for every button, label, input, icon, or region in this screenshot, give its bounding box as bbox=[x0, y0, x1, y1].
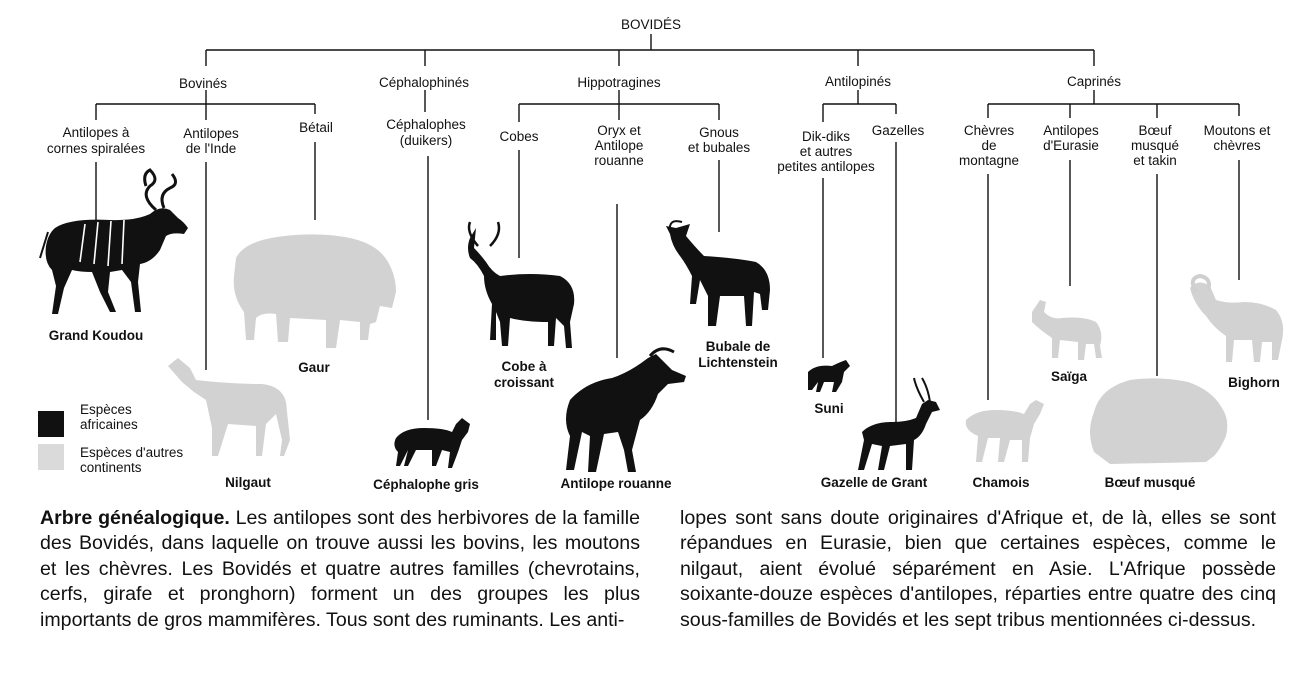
greater-kudu-silhouette bbox=[40, 170, 188, 314]
caption-right-text: lopes sont sans doute originaires d'Afrique et, de là, elles se sont répandues en Eurasie, bien que certaines espèces, comme le nilgaut, aient évolué séparément en Asie. L'Afrique possède soixante-douze espèces d'antilopes, réparties entre quatre des cinq sous-familles de Bovidés et les sept tribus mentionnées ci-dessus. bbox=[680, 507, 1276, 631]
tribe-oryx bbox=[594, 123, 644, 168]
species-cephalophe-gris: Céphalophe gris bbox=[373, 477, 479, 492]
species-chamois: Chamois bbox=[972, 475, 1030, 490]
caption-left-text: Les antilopes sont des herbivores de la famille des Bovidés, dans laquelle on trouve aussi les bovins, les moutons et les chèvres. Les Bovidés et quatre autres familles (chevrotains, cerfs, girafe et pronghorn) forment un des groupes les plus importants de gros mammifères. Tous sont des ruminants. Les anti- bbox=[40, 507, 640, 631]
tribe-gnus bbox=[688, 125, 751, 155]
chamois-silhouette bbox=[966, 400, 1044, 462]
svg-text:Cobe à: Cobe à bbox=[501, 359, 547, 374]
svg-text:petites antilopes: petites antilopes bbox=[777, 159, 875, 174]
svg-text:Bœuf: Bœuf bbox=[1138, 123, 1172, 138]
svg-text:Moutons et: Moutons et bbox=[1203, 123, 1271, 138]
nilgai-silhouette bbox=[168, 358, 290, 456]
species-gazelle-de-grant: Gazelle de Grant bbox=[820, 475, 928, 490]
tribe-cattle: Bétail bbox=[299, 120, 333, 135]
bighorn-silhouette bbox=[1190, 276, 1283, 362]
svg-text:Antilopes: Antilopes bbox=[183, 126, 239, 141]
tribe-sheep-goats bbox=[1204, 123, 1271, 153]
svg-text:d'Eurasie: d'Eurasie bbox=[1043, 138, 1099, 153]
legend-african-swatch bbox=[38, 411, 64, 437]
svg-text:Bubale de: Bubale de bbox=[705, 339, 771, 354]
subfamily-cephalophines: Céphalophinés bbox=[378, 75, 470, 90]
species-cobe bbox=[494, 359, 555, 390]
species-bubale bbox=[698, 339, 778, 370]
svg-text:et takin: et takin bbox=[1133, 153, 1177, 168]
roan-antelope-silhouette bbox=[566, 349, 686, 472]
caption-right-column bbox=[680, 506, 1276, 633]
hartebeest-silhouette bbox=[666, 221, 770, 326]
suni-silhouette bbox=[808, 360, 850, 392]
waterbuck-silhouette bbox=[468, 222, 574, 348]
legend bbox=[38, 402, 183, 475]
tribe-dik-diks bbox=[777, 129, 875, 174]
svg-text:Gnous: Gnous bbox=[699, 125, 739, 140]
species-grand-koudou: Grand Koudou bbox=[48, 328, 144, 343]
svg-text:de: de bbox=[981, 138, 997, 153]
svg-text:Antilopes à: Antilopes à bbox=[62, 125, 130, 140]
grey-duiker-silhouette bbox=[394, 418, 470, 468]
caption-left-column bbox=[40, 506, 640, 633]
species-gaur: Gaur bbox=[298, 360, 330, 375]
species-boeuf-musque: Bœuf musqué bbox=[1104, 475, 1196, 490]
svg-text:chèvres: chèvres bbox=[1213, 138, 1261, 153]
legend-other-swatch bbox=[38, 444, 64, 470]
grants-gazelle-silhouette bbox=[858, 378, 940, 470]
svg-text:musqué: musqué bbox=[1130, 138, 1180, 153]
subfamily-bovines: Bovinés bbox=[178, 76, 228, 91]
svg-text:Oryx et: Oryx et bbox=[597, 123, 641, 138]
tribe-spiral-horned bbox=[47, 125, 146, 156]
svg-text:Antilope: Antilope bbox=[594, 138, 644, 153]
species-nilgaut: Nilgaut bbox=[225, 475, 271, 490]
svg-text:(duikers): (duikers) bbox=[399, 133, 453, 148]
svg-text:Espèces: Espèces bbox=[80, 402, 132, 417]
svg-text:Lichtenstein: Lichtenstein bbox=[698, 355, 778, 370]
svg-text:et bubales: et bubales bbox=[687, 140, 751, 155]
svg-text:cornes spiralées: cornes spiralées bbox=[46, 141, 146, 156]
svg-text:Chèvres: Chèvres bbox=[963, 123, 1015, 138]
subfamily-caprines: Caprinés bbox=[1066, 74, 1122, 89]
species-antilope-rouanne: Antilope rouanne bbox=[560, 476, 672, 491]
svg-text:Espèces d'autres: Espèces d'autres bbox=[80, 445, 184, 460]
svg-text:rouanne: rouanne bbox=[594, 153, 644, 168]
subfamily-antilopines: Antilopinés bbox=[824, 74, 892, 89]
musk-ox-silhouette bbox=[1090, 378, 1227, 464]
subfamily-hippotragines: Hippotragines bbox=[577, 75, 661, 90]
tribe-eurasian-antelopes bbox=[1043, 123, 1099, 153]
svg-text:continents: continents bbox=[80, 460, 142, 475]
gaur-silhouette bbox=[234, 234, 396, 348]
species-bighorn: Bighorn bbox=[1228, 375, 1280, 390]
svg-text:et autres: et autres bbox=[799, 144, 853, 159]
tribe-gazelles: Gazelles bbox=[871, 123, 925, 138]
species-suni: Suni bbox=[814, 401, 844, 416]
caption-lead: Arbre généalogique. bbox=[40, 507, 230, 529]
svg-text:de l'Inde: de l'Inde bbox=[185, 141, 237, 156]
tribe-musk-ox bbox=[1131, 123, 1179, 168]
tribe-indian-antelopes bbox=[183, 126, 239, 156]
tribe-duikers bbox=[386, 117, 466, 148]
tribe-kobs: Cobes bbox=[499, 129, 539, 144]
svg-text:Céphalophes: Céphalophes bbox=[386, 117, 466, 132]
tribe-mountain-goats bbox=[959, 123, 1019, 168]
svg-text:africaines: africaines bbox=[80, 417, 138, 432]
svg-text:Dik-diks: Dik-diks bbox=[801, 129, 851, 144]
svg-text:croissant: croissant bbox=[493, 375, 555, 390]
root-label: BOVIDÉS bbox=[620, 17, 682, 32]
saiga-silhouette bbox=[1032, 300, 1102, 360]
svg-text:montagne: montagne bbox=[958, 153, 1020, 168]
svg-text:Antilopes: Antilopes bbox=[1043, 123, 1099, 138]
species-saiga: Saïga bbox=[1050, 369, 1088, 384]
